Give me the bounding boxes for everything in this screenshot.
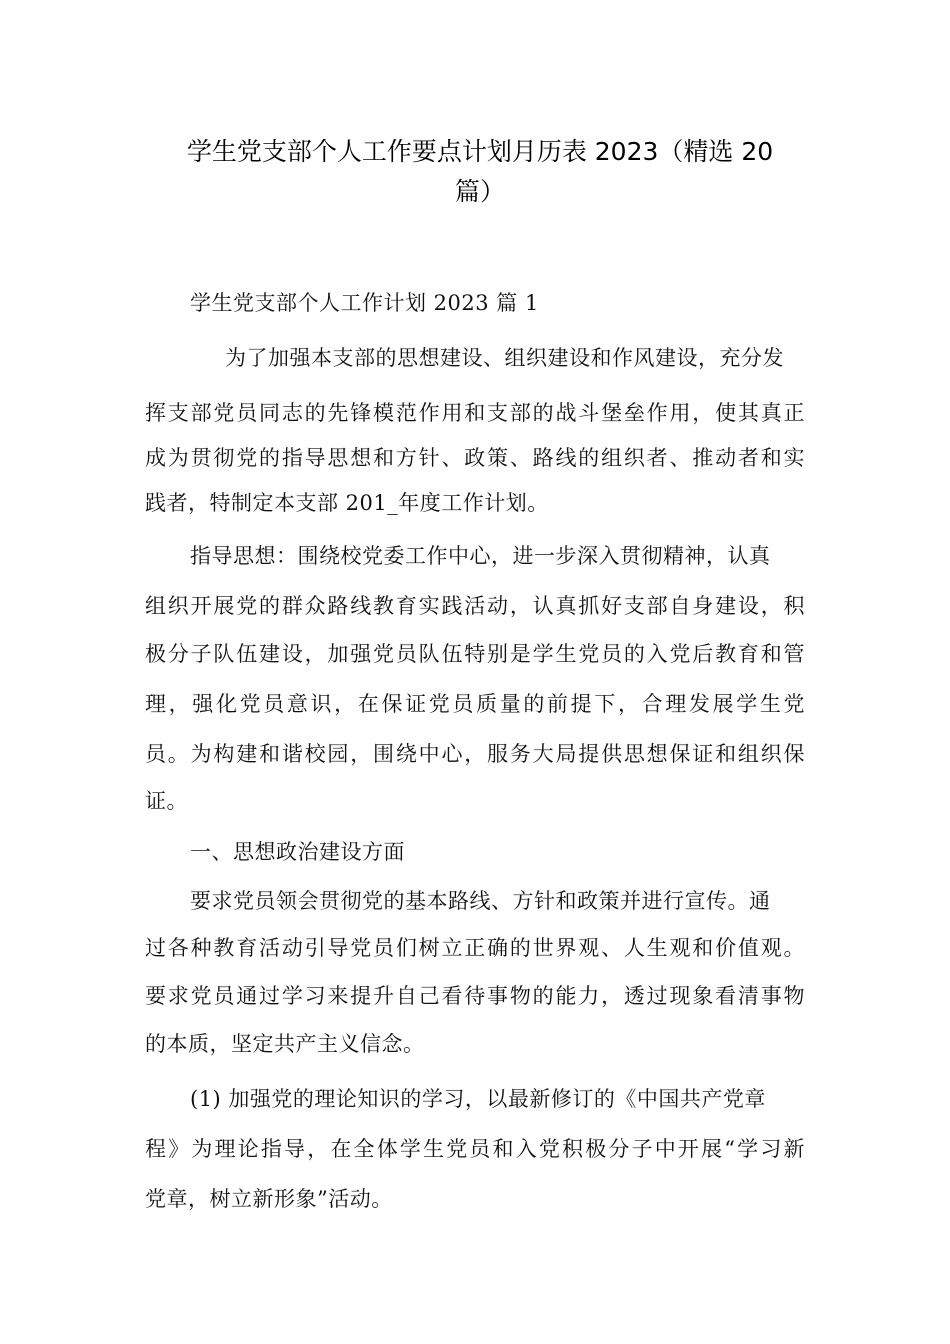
- paragraph-3-line-2: 过各种教育活动引导党员们树立正确的世界观、人生观和价值观。: [145, 936, 805, 960]
- paragraph-3-line-3: 要求党员通过学习来提升自己看待事物的能力，透过现象看清事物: [145, 984, 805, 1008]
- paragraph-3-line-4: 的本质，坚定共产主义信念。: [145, 1032, 425, 1056]
- paragraph-2-line-4: 理，强化党员意识，在保证党员质量的前提下，合理发展学生党: [145, 692, 805, 716]
- paragraph-4-line-1: (1) 加强党的理论知识的学习，以最新修订的《中国共产党章: [190, 1087, 766, 1111]
- section-item-heading: 一、思想政治建设方面: [190, 840, 405, 864]
- document-title-line-2: 篇）: [454, 177, 505, 206]
- paragraph-3-line-1: 要求党员领会贯彻党的基本路线、方针和政策并进行宣传。通: [190, 889, 771, 913]
- paragraph-4-line-3: 党章，树立新形象”活动。: [145, 1187, 393, 1211]
- paragraph-2-line-2: 组织开展党的群众路线教育实践活动，认真抓好支部自身建设，积: [145, 594, 805, 618]
- section-heading: 学生党支部个人工作计划 2023 篇 1: [190, 291, 539, 315]
- paragraph-2-line-6: 证。: [145, 789, 188, 813]
- document-title-line-1: 学生党支部个人工作要点计划月历表 2023（精选 20: [186, 137, 774, 166]
- paragraph-1-line-2: 挥支部党员同志的先锋模范作用和支部的战斗堡垒作用，使其真正: [145, 401, 805, 425]
- paragraph-1-line-3: 成为贯彻党的指导思想和方针、政策、路线的组织者、推动者和实: [145, 446, 805, 470]
- paragraph-2-line-1: 指导思想：围绕校党委工作中心，进一步深入贯彻精神，认真: [190, 544, 771, 568]
- paragraph-4-line-2: 程》为理论指导，在全体学生党员和入党积极分子中开展“学习新: [145, 1137, 805, 1161]
- paragraph-2-line-3: 极分子队伍建设，加强党员队伍特别是学生党员的入党后教育和管: [145, 642, 805, 666]
- paragraph-2-line-5: 员。为构建和谐校园，围绕中心，服务大局提供思想保证和组织保: [145, 742, 805, 766]
- paragraph-1-line-4: 践者，特制定本支部 201_年度工作计划。: [145, 491, 549, 515]
- paragraph-1-line-1: 为了加强本支部的思想建设、组织建设和作风建设，充分发: [225, 346, 784, 370]
